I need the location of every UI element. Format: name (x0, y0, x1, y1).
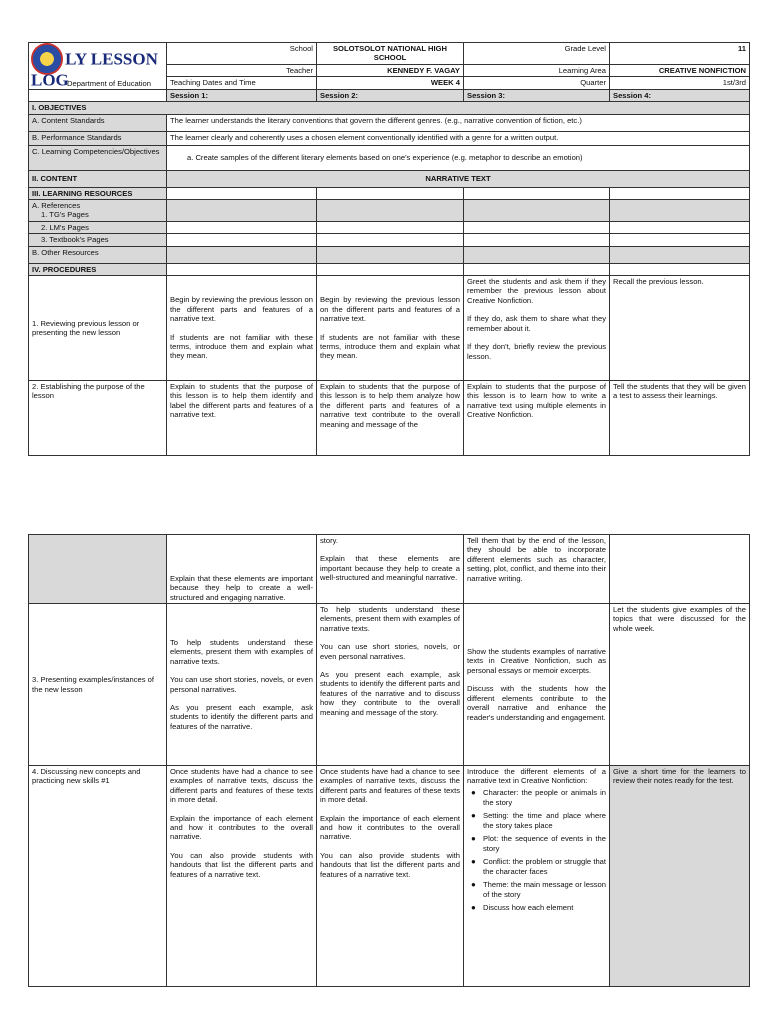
school-value: SOLOTSOLOT NATIONAL HIGH SCHOOL (317, 43, 464, 65)
empty-cell (610, 246, 750, 263)
competencies-value: a. Create samples of the different literary elements based on one's experience (e.g. metaphor to describe an emotion) (167, 145, 750, 170)
content-heading: II. CONTENT (29, 170, 167, 187)
procedure-4-session-2 (317, 766, 464, 987)
paragraph: Begin by reviewing the previous lesson on the different parts and features of a narrative text. (170, 295, 313, 324)
procedure-1-session-1 (167, 276, 317, 381)
paragraph: story. (320, 536, 339, 545)
session-1-header: Session 1: (167, 89, 317, 101)
paragraph: Explain the importance of each element and how it contributes to the overall narrative. (320, 813, 460, 842)
procedures-heading: IV. PROCEDURES (29, 263, 167, 275)
empty-cell (167, 246, 317, 263)
procedure-3-session-1 (167, 604, 317, 766)
procedure-2-session-1: Explain to students that the purpose of this lesson is to help them identify and label the different parts and features of a narrative text. (167, 381, 317, 456)
quarter-value: 1st/3rd (610, 77, 750, 89)
lesson-log-table-page-1 (28, 42, 750, 456)
content-value: NARRATIVE TEXT (167, 170, 750, 187)
paragraph: You can also provide students with handouts that list the different parts and features of a narrative text. (170, 850, 313, 879)
other-resources-label: B. Other Resources (29, 246, 167, 263)
session-2-header: Session 2: (317, 89, 464, 101)
list-item: ● Discuss how each element (483, 903, 606, 914)
procedure-3-session-2 (317, 604, 464, 766)
lm-pages-label: 2. LM's Pages (29, 221, 167, 233)
empty-cell (464, 200, 610, 222)
paragraph: If they don't, briefly review the previous lesson. (467, 342, 606, 361)
procedure-4-session-3 (464, 766, 610, 987)
empty-cell (317, 246, 464, 263)
references-title: A. References (32, 201, 81, 211)
teacher-label: Teacher (167, 65, 317, 77)
session-blank (29, 89, 167, 101)
empty-cell (464, 187, 610, 199)
elements-intro: Introduce the different elements of a narrative text in Creative Nonfiction: (467, 767, 606, 786)
paragraph: Discuss with the students how the different elements contribute to the overall narrative and enhance the reader's understanding and engagement. (467, 684, 606, 722)
paragraph: Show the students examples of narrative texts in Creative Nonfiction, such as personal essays or memoir excerpts. (467, 647, 606, 675)
empty-cell (167, 221, 317, 233)
area-label: Learning Area (464, 65, 610, 77)
paragraph: Explain that these elements are important because they help to create a well-structured and meaningful narrative. (320, 554, 460, 583)
empty-cell (317, 234, 464, 246)
procedure-2-cont-session-3: Tell them that by the end of the lesson, they should be able to incorporate different elements such as character, setting, plot, conflict, and theme into their narrative writing. (464, 535, 610, 604)
empty-cell (464, 221, 610, 233)
empty-cell (167, 263, 317, 275)
paragraph: If students are not familiar with these terms, introduce them and explain what they mean. (170, 332, 313, 361)
elements-list (467, 788, 606, 914)
empty-cell (610, 200, 750, 222)
procedure-3-label: 3. Presenting examples/instances of the new lesson (29, 604, 167, 766)
logo-cell (29, 43, 167, 90)
procedure-2-session-3: Explain to students that the purpose of this lesson is to learn how to write a narrative text using multiple elements in Creative Nonfiction. (464, 381, 610, 456)
procedure-1-session-4 (610, 276, 750, 381)
logo-subtitle: Department of Education (67, 78, 152, 88)
procedure-2-label: 2. Establishing the purpose of the lesson (29, 381, 167, 456)
paragraph: You can also provide students with handouts that list the different parts and features of a narrative text. (320, 850, 460, 879)
procedure-2-session-4: Tell the students that they will be given a test to assess their learnings. (610, 381, 750, 456)
empty-cell (610, 221, 750, 233)
competencies-label: C. Learning Competencies/Objectives (29, 145, 167, 170)
paragraph: Begin by reviewing the previous lesson on the different parts and features of a narrative text. (320, 295, 460, 324)
procedure-1-label: 1. Reviewing previous lesson or presenting the new lesson (29, 276, 167, 381)
dates-value: WEEK 4 (317, 77, 464, 89)
page-2 (0, 528, 768, 1024)
empty-cell (167, 200, 317, 222)
paragraph: As you present each example, ask students to identify the different parts and features of the narrative and to discuss how they contribute to the overall meaning and message of the story. (320, 670, 460, 717)
empty-cell (610, 535, 750, 604)
empty-cell (610, 263, 750, 275)
empty-cell (167, 187, 317, 199)
empty-cell (167, 234, 317, 246)
teacher-value: KENNEDY F. VAGAY (317, 65, 464, 77)
procedure-3-session-3 (464, 604, 610, 766)
procedure-2-cont-session-2 (317, 535, 464, 604)
tg-pages-label: 1. TG's Pages (41, 210, 89, 220)
quarter-label: Quarter (464, 77, 610, 89)
procedure-4-session-1 (167, 766, 317, 987)
performance-standards-label: B. Performance Standards (29, 131, 167, 145)
procedure-1-session-2 (317, 276, 464, 381)
list-item: ● Setting: the time and place where the story takes place (483, 811, 606, 832)
content-standards-label: A. Content Standards (29, 114, 167, 131)
procedure-2-session-2: Explain to students that the purpose of this lesson is to help them analyze how the different parts and features of a narrative text contribute to the overall meaning and message of the (317, 381, 464, 456)
lesson-log-table-page-2 (28, 534, 750, 987)
paragraph: You can use short stories, novels, or even personal narratives. (320, 642, 460, 661)
procedure-4-session-4: Give a short time for the learners to review their notes ready for the test. (610, 766, 750, 987)
logo-title: LY LESSON LOG (31, 49, 158, 90)
content-standards-value: The learner understands the literary conventions that govern the different genres. (e.g., narrative convention of fiction, etc.) (167, 114, 750, 131)
empty-cell (610, 187, 750, 199)
paragraph: Once students have had a chance to see examples of narrative texts, discuss the different parts and features of these texts in more detail. (170, 767, 313, 805)
list-item: ● Character: the people or animals in the story (483, 788, 606, 809)
empty-cell (464, 263, 610, 275)
paragraph: Recall the previous lesson. (613, 277, 704, 287)
list-item: ● Conflict: the problem or struggle that the character faces (483, 857, 606, 878)
performance-standards-value: The learner clearly and coherently uses a chosen element conventionally identified with a genre for a written output. (167, 131, 750, 145)
paragraph: To help students understand these elements, present them with examples of narrative texts. (170, 637, 313, 666)
paragraph: You can use short stories, novels, or even personal narratives. (170, 675, 313, 694)
session-3-header: Session 3: (464, 89, 610, 101)
procedure-1-session-3 (464, 276, 610, 381)
paragraph: As you present each example, ask students to identify the different parts and features of the narrative. (170, 702, 313, 731)
grade-label: Grade Level (464, 43, 610, 65)
references-label (29, 200, 167, 222)
page-1 (0, 0, 768, 460)
list-item: ● Theme: the main message or lesson of the story (483, 880, 606, 901)
paragraph: To help students understand these elements, present them with examples of narrative texts. (320, 605, 460, 633)
empty-cell (464, 234, 610, 246)
empty-cell (317, 221, 464, 233)
list-item: ● Plot: the sequence of events in the story (483, 834, 606, 855)
session-4-header: Session 4: (610, 89, 750, 101)
empty-cell (610, 234, 750, 246)
paragraph: Greet the students and ask them if they remember the previous lesson about Creative Nonfiction. (467, 277, 606, 305)
empty-cell (29, 535, 167, 604)
empty-cell (317, 263, 464, 275)
school-label: School (167, 43, 317, 65)
empty-cell (464, 246, 610, 263)
empty-cell (317, 200, 464, 222)
area-value: CREATIVE NONFICTION (610, 65, 750, 77)
textbook-pages-label: 3. Textbook's Pages (29, 234, 167, 246)
procedure-4-label: 4. Discussing new concepts and practicing new skills #1 (29, 766, 167, 987)
paragraph: If they do, ask them to share what they remember about it. (467, 314, 606, 333)
grade-value: 11 (610, 43, 750, 65)
procedure-2-cont-session-1: Explain that these elements are important because they help to create a well-structured and engaging narrative. (167, 535, 317, 604)
paragraph: Explain the importance of each element and how it contributes to the overall narrative. (170, 813, 313, 842)
resources-heading: III. LEARNING RESOURCES (29, 187, 167, 199)
paragraph: If students are not familiar with these terms, introduce them and explain what they mean. (320, 332, 460, 361)
objectives-heading: I. OBJECTIVES (29, 102, 750, 114)
paragraph: Once students have had a chance to see examples of narrative texts, discuss the different parts and features of these texts in more detail. (320, 767, 460, 805)
dates-label: Teaching Dates and Time (167, 77, 317, 89)
empty-cell (317, 187, 464, 199)
procedure-3-session-4: Let the students give examples of the topics that were discussed for the whole week. (610, 604, 750, 766)
